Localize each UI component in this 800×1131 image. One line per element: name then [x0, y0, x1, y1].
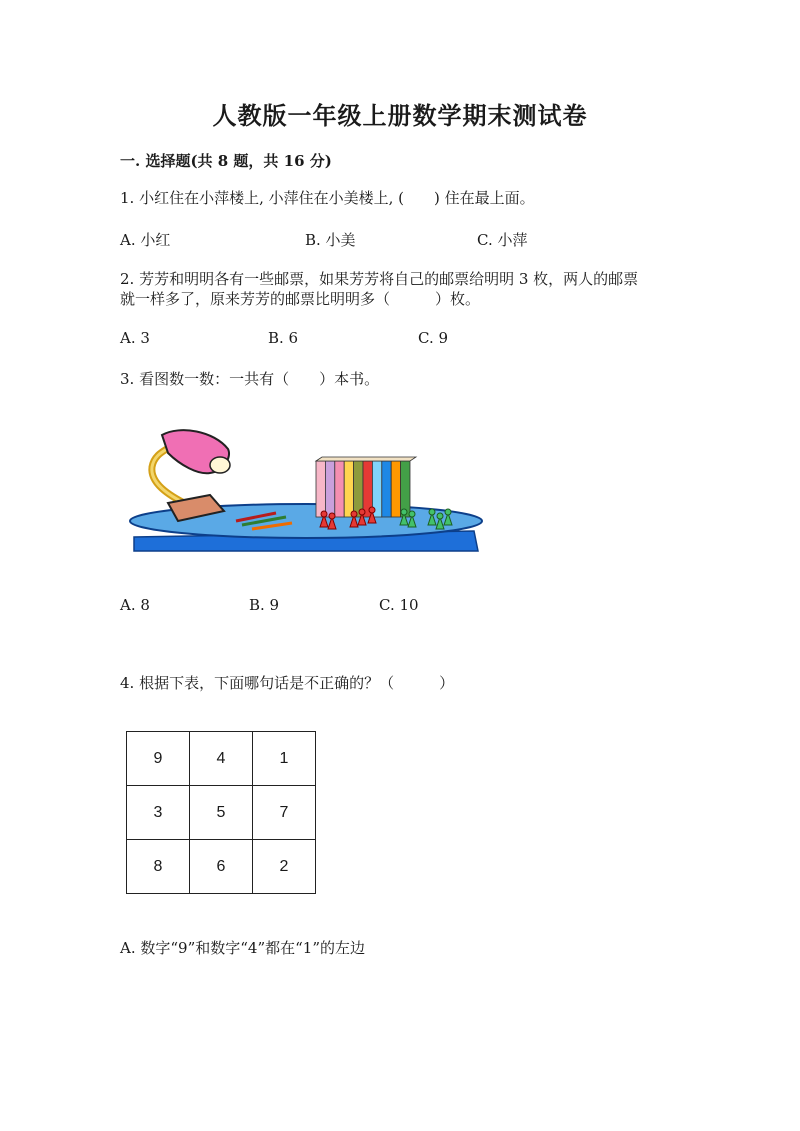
- section-heading: 一. 选择题(共 8 题，共 16 分): [120, 152, 332, 170]
- grid-cell: 6: [190, 840, 253, 894]
- q3-option-a[interactable]: A. 8: [120, 596, 150, 614]
- grid-row: [127, 840, 316, 894]
- desk-illustration: [128, 425, 488, 555]
- grid-cell: 1: [253, 732, 316, 786]
- q1-option-a[interactable]: A. 小红: [120, 231, 171, 249]
- q2-option-c[interactable]: C. 9: [418, 329, 449, 347]
- q4-option-a[interactable]: A. 数字“9”和数字“4”都在“1”的左边: [120, 939, 366, 957]
- question-1: 1. 小红住在小萍楼上, 小萍住在小美楼上, ( ) 住在最上面。: [120, 189, 535, 207]
- question-4: 4. 根据下表，下面哪句话是不正确的？（ ）: [120, 674, 455, 692]
- book: [382, 461, 391, 517]
- book: [325, 461, 334, 517]
- q1-option-b[interactable]: B. 小美: [305, 231, 356, 249]
- grid-cell: 2: [253, 840, 316, 894]
- q2-option-a[interactable]: A. 3: [120, 329, 150, 347]
- book: [316, 461, 325, 517]
- grid-cell: 7: [253, 786, 316, 840]
- grid-cell: 4: [190, 732, 253, 786]
- grid-cell: 5: [190, 786, 253, 840]
- book: [344, 461, 353, 517]
- grid-cell: 3: [127, 786, 190, 840]
- book: [401, 461, 410, 517]
- lamp-illustration: [152, 430, 230, 521]
- page-title: 人教版一年级上册数学期末测试卷: [212, 101, 588, 130]
- book-tops: [316, 457, 416, 461]
- q2-option-b[interactable]: B. 6: [268, 329, 299, 347]
- book: [335, 461, 344, 517]
- grid-row: [127, 786, 316, 840]
- question-2-line-2: 就一样多了，原来芳芳的邮票比明明多（ ）枚。: [120, 290, 481, 308]
- grid-row: [127, 732, 316, 786]
- grid-cell: 9: [127, 732, 190, 786]
- book: [391, 461, 400, 517]
- question-3: 3. 看图数一数：一共有（ ）本书。: [120, 370, 380, 388]
- number-grid: [126, 731, 316, 894]
- q3-option-b[interactable]: B. 9: [249, 596, 280, 614]
- question-2-line-1: 2. 芳芳和明明各有一些邮票，如果芳芳将自己的邮票给明明 3 枚，两人的邮票: [120, 270, 639, 288]
- grid-cell: 8: [127, 840, 190, 894]
- book-row: [316, 457, 416, 517]
- q3-option-c[interactable]: C. 10: [379, 596, 419, 614]
- q1-option-c[interactable]: C. 小萍: [477, 231, 528, 249]
